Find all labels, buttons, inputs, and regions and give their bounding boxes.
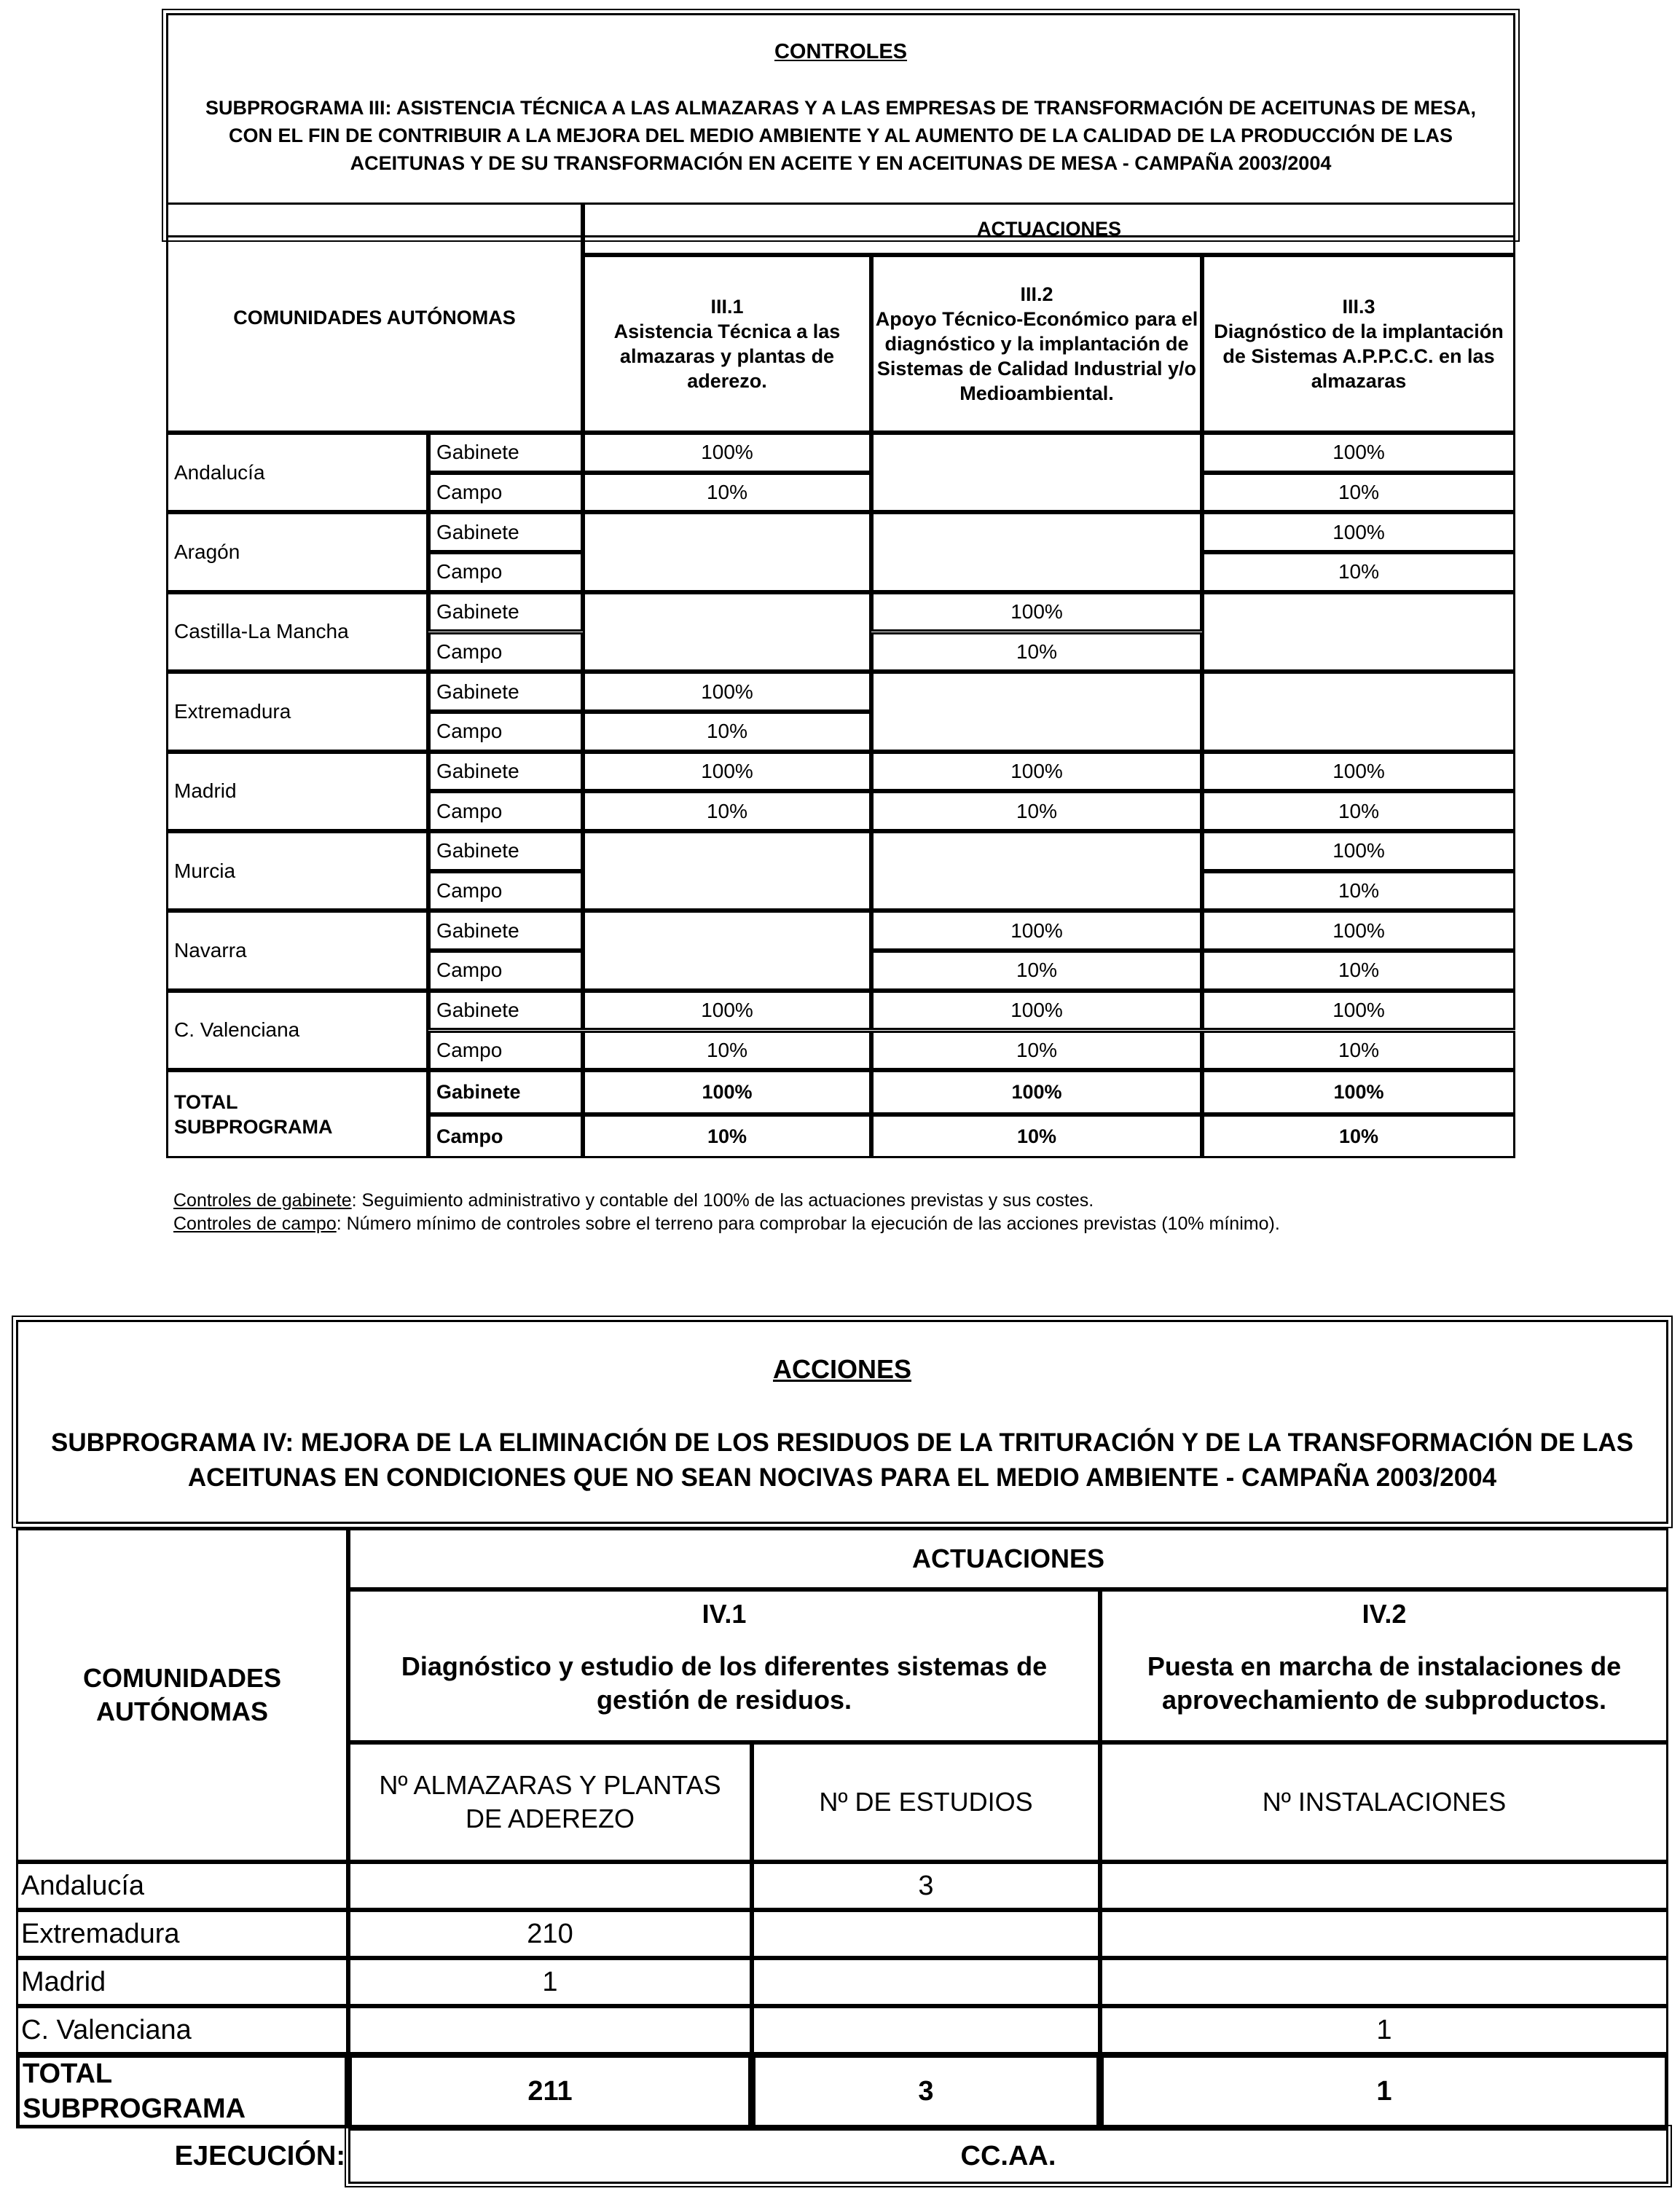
empty-cell bbox=[583, 831, 871, 911]
gabinete-value: 100% bbox=[871, 592, 1202, 632]
gabinete-value: 100% bbox=[1202, 752, 1515, 792]
gabinete-value: 100% bbox=[1202, 831, 1515, 871]
total-gabinete-value: 100% bbox=[871, 1070, 1202, 1114]
total-gabinete-label: Gabinete bbox=[428, 1070, 583, 1114]
total-campo-value: 10% bbox=[583, 1114, 871, 1158]
gabinete-label: Gabinete bbox=[428, 911, 583, 951]
total-gabinete-value: 100% bbox=[1202, 1070, 1515, 1114]
region-cell: Andalucía bbox=[16, 1862, 348, 1910]
acciones-title-box bbox=[16, 1320, 1668, 1524]
note-campo bbox=[173, 1212, 1485, 1235]
iv2-text: Puesta en marcha de instalaciones de aprovechamiento de subproductos. bbox=[1147, 1651, 1622, 1715]
region-cell: Extremadura bbox=[16, 1910, 348, 1958]
campo-label: Campo bbox=[428, 871, 583, 911]
campo-value: 10% bbox=[583, 1031, 871, 1071]
campo-label: Campo bbox=[428, 712, 583, 752]
total-value: 1 bbox=[1100, 2054, 1668, 2128]
actuaciones-header: ACTUACIONES bbox=[583, 203, 1515, 255]
notes bbox=[173, 1189, 1485, 1235]
campo-label: Campo bbox=[428, 791, 583, 831]
campo-label: Campo bbox=[428, 552, 583, 592]
campo-value: 10% bbox=[583, 473, 871, 513]
campo-value: 10% bbox=[1202, 871, 1515, 911]
iv2-code: IV.2 bbox=[1362, 1599, 1407, 1629]
sub-estudios-header: Nº DE ESTUDIOS bbox=[752, 1742, 1100, 1862]
region-cell: C. Valenciana bbox=[166, 991, 428, 1070]
gabinete-label: Gabinete bbox=[428, 831, 583, 871]
ejecucion-label: EJECUCIÓN: bbox=[174, 2140, 345, 2171]
gabinete-value: 100% bbox=[1202, 512, 1515, 552]
gabinete-value: 100% bbox=[583, 752, 871, 792]
gabinete-value: 100% bbox=[583, 672, 871, 712]
value-cell bbox=[752, 1910, 1100, 1958]
sub-instalaciones-header: Nº INSTALACIONES bbox=[1100, 1742, 1668, 1862]
subprograma-iii-title: SUBPROGRAMA III: ASISTENCIA TÉCNICA A LAS ALMAZARAS Y A LAS EMPRESAS DE TRANSFORMACIÓN DE ACEITUNAS DE MESA, CON EL FIN DE CONTRIBUIR A LA MEJORA DEL MEDIO AMBIENTE Y AL AUMENTO DE LA CALIDAD DE LA PRODUCCIÓN DE LAS ACEITUNAS Y DE SU TRANSFORMACIÓN EN ACEITE Y EN ACEITUNAS DE MESA - CAMPAÑA 2003/2004 bbox=[205, 97, 1477, 174]
region-cell: Extremadura bbox=[166, 672, 428, 751]
gabinete-value: 100% bbox=[583, 433, 871, 473]
gabinete-label: Gabinete bbox=[428, 752, 583, 792]
col-iv2-header bbox=[1100, 1589, 1668, 1742]
gabinete-value: 100% bbox=[871, 911, 1202, 951]
total-campo-value: 10% bbox=[1202, 1114, 1515, 1158]
actuaciones-header: ACTUACIONES bbox=[348, 1528, 1668, 1589]
campo-value: 10% bbox=[583, 712, 871, 752]
empty-cell bbox=[871, 672, 1202, 751]
value-cell bbox=[752, 1958, 1100, 2006]
gabinete-label: Gabinete bbox=[428, 991, 583, 1031]
total-subprograma-label: TOTAL SUBPROGRAMA bbox=[16, 2054, 348, 2128]
iv1-text: Diagnóstico y estudio de los diferentes sistemas de gestión de residuos. bbox=[401, 1651, 1048, 1715]
note-gabinete-label: Controles de gabinete bbox=[173, 1190, 352, 1211]
note-gabinete bbox=[173, 1189, 1485, 1212]
empty-cell bbox=[583, 512, 871, 591]
col-iii3-header: III.3 Diagnóstico de la implantación de Sistemas A.P.P.C.C. en las almazaras bbox=[1202, 255, 1515, 433]
region-cell: Madrid bbox=[16, 1958, 348, 2006]
campo-value: 10% bbox=[1202, 473, 1515, 513]
gabinete-label: Gabinete bbox=[428, 672, 583, 712]
campo-label: Campo bbox=[428, 473, 583, 513]
campo-label: Campo bbox=[428, 951, 583, 991]
campo-value: 10% bbox=[583, 791, 871, 831]
empty-cell bbox=[1202, 592, 1515, 672]
value-cell bbox=[752, 2006, 1100, 2054]
total-value: 3 bbox=[752, 2054, 1100, 2128]
campo-label: Campo bbox=[428, 1031, 583, 1071]
region-cell: Navarra bbox=[166, 911, 428, 990]
campo-value: 10% bbox=[871, 632, 1202, 672]
campo-value: 10% bbox=[1202, 552, 1515, 592]
region-cell: Madrid bbox=[166, 752, 428, 831]
gabinete-value: 100% bbox=[1202, 911, 1515, 951]
total-value: 211 bbox=[348, 2054, 752, 2128]
gabinete-value: 100% bbox=[1202, 991, 1515, 1031]
total-campo-label: Campo bbox=[428, 1114, 583, 1158]
campo-value: 10% bbox=[1202, 1031, 1515, 1071]
empty-cell bbox=[1202, 672, 1515, 751]
value-cell bbox=[1100, 1958, 1668, 2006]
empty-cell bbox=[583, 592, 871, 672]
campo-label: Campo bbox=[428, 632, 583, 672]
col-iv1-header bbox=[348, 1589, 1100, 1742]
acciones-title: ACCIONES bbox=[772, 1354, 912, 1384]
comunidades-header: COMUNIDADES AUTÓNOMAS bbox=[16, 1528, 348, 1862]
col-iii2-header: III.2 Apoyo Técnico-Económico para el diagnóstico y la implantación de Sistemas de Calidad Industrial y/o Medioambiental. bbox=[871, 255, 1202, 433]
empty-cell bbox=[871, 831, 1202, 911]
region-cell: Castilla-La Mancha bbox=[166, 592, 428, 672]
empty-cell bbox=[871, 512, 1202, 591]
gabinete-value: 100% bbox=[1202, 433, 1515, 473]
value-cell: 1 bbox=[348, 1958, 752, 2006]
gabinete-label: Gabinete bbox=[428, 433, 583, 473]
note-campo-label: Controles de campo bbox=[173, 1214, 337, 1234]
campo-value: 10% bbox=[871, 1031, 1202, 1071]
ejecucion-value: CC.AA. bbox=[348, 2128, 1668, 2184]
region-cell: Andalucía bbox=[166, 433, 428, 512]
note-campo-text: : Número mínimo de controles sobre el terreno para comprobar la ejecución de las acciones previstas (10% mínimo). bbox=[336, 1214, 1280, 1234]
value-cell bbox=[348, 1862, 752, 1910]
gabinete-value: 100% bbox=[871, 991, 1202, 1031]
value-cell bbox=[1100, 1910, 1668, 1958]
total-gabinete-value: 100% bbox=[583, 1070, 871, 1114]
campo-value: 10% bbox=[1202, 791, 1515, 831]
value-cell bbox=[1100, 1862, 1668, 1910]
iv1-code: IV.1 bbox=[702, 1599, 747, 1629]
note-gabinete-text: : Seguimiento administrativo y contable del 100% de las actuaciones previstas y sus costes. bbox=[351, 1190, 1094, 1211]
gabinete-label: Gabinete bbox=[428, 512, 583, 552]
campo-value: 10% bbox=[871, 791, 1202, 831]
total-subprograma-label: TOTAL SUBPROGRAMA bbox=[166, 1070, 428, 1158]
gabinete-label: Gabinete bbox=[428, 592, 583, 632]
comunidades-header: COMUNIDADES AUTÓNOMAS bbox=[166, 203, 583, 433]
value-cell: 1 bbox=[1100, 2006, 1668, 2054]
region-cell: Murcia bbox=[166, 831, 428, 911]
total-campo-value: 10% bbox=[871, 1114, 1202, 1158]
region-cell: Aragón bbox=[166, 512, 428, 591]
sub-almazaras-header: Nº ALMAZARAS Y PLANTAS DE ADEREZO bbox=[348, 1742, 752, 1862]
empty-cell bbox=[583, 911, 871, 990]
campo-value: 10% bbox=[871, 951, 1202, 991]
col-iii1-header: III.1 Asistencia Técnica a las almazaras y plantas de aderezo. bbox=[583, 255, 871, 433]
gabinete-value: 100% bbox=[583, 991, 871, 1031]
controles-title: CONTROLES bbox=[774, 40, 908, 63]
empty-cell bbox=[871, 433, 1202, 512]
value-cell: 3 bbox=[752, 1862, 1100, 1910]
value-cell bbox=[348, 2006, 752, 2054]
gabinete-value: 100% bbox=[871, 752, 1202, 792]
region-cell: C. Valenciana bbox=[16, 2006, 348, 2054]
value-cell: 210 bbox=[348, 1910, 752, 1958]
campo-value: 10% bbox=[1202, 951, 1515, 991]
subprograma-iv-title: SUBPROGRAMA IV: MEJORA DE LA ELIMINACIÓN DE LOS RESIDUOS DE LA TRITURACIÓN Y DE LA TRANSFORMACIÓN DE LAS ACEITUNAS EN CONDICIONES QUE NO SEAN NOCIVAS PARA EL MEDIO AMBIENTE - CAMPAÑA 2003/2004 bbox=[50, 1428, 1634, 1492]
